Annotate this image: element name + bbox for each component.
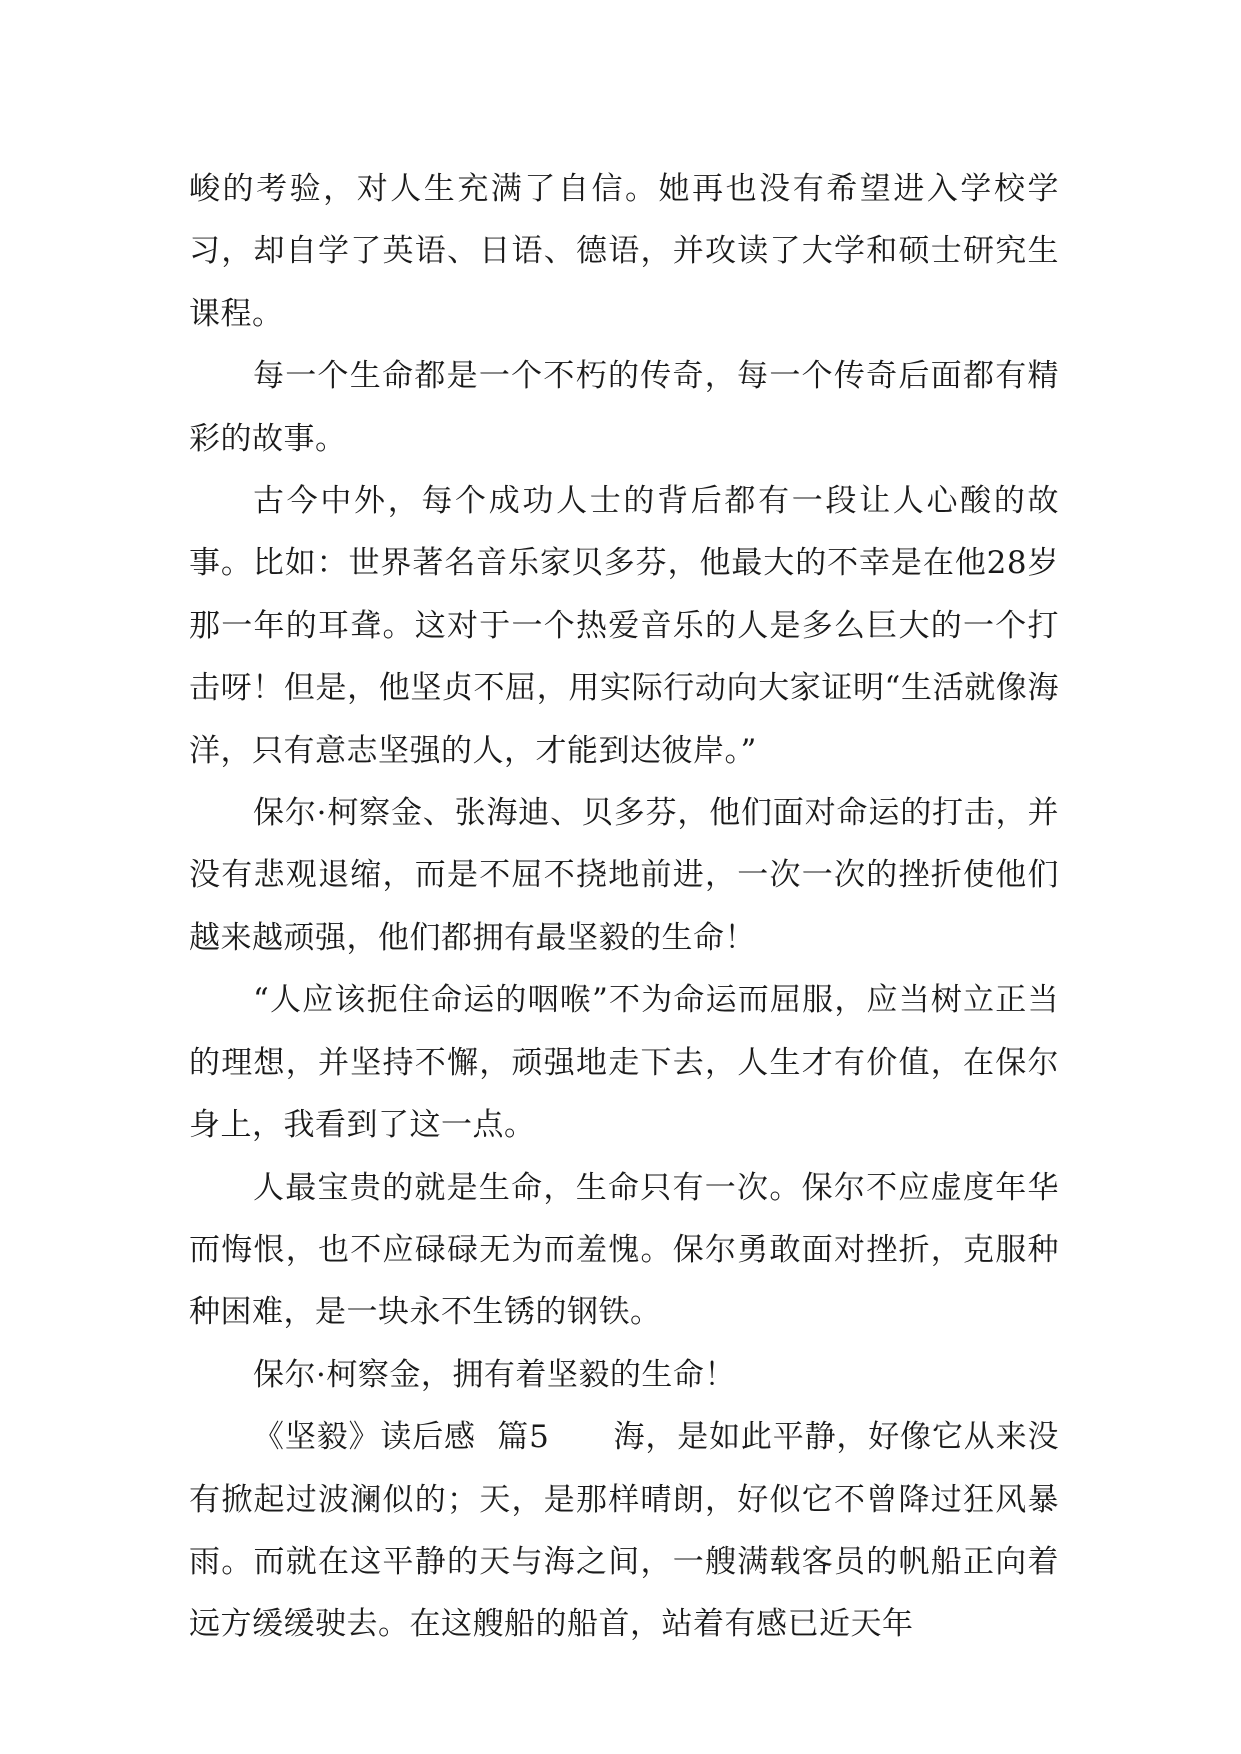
paragraph: 古今中外，每个成功人士的背后都有一段让人心酸的故事。比如：世界著名音乐家贝多芬，他最大的不幸是在他28岁那一年的耳聋。这对于一个热爱音乐的人是多么巨大的一个打击呀！但是，他坚贞不屈，用实际行动向大家证明“生活就像海洋，只有意志坚强的人，才能到达彼岸。” [189,483,1059,769]
paragraph: 保尔·柯察金，拥有着坚毅的生命！ [253,1356,736,1393]
paragraph: “人应该扼住命运的咽喉”不为命运而屈服，应当树立正当的理想，并坚持不懈，顽强地走下去，人生才有价值，在保尔身上，我看到了这一点。 [189,982,1059,1144]
paragraph: 人最宝贵的就是生命，生命只有一次。保尔不应虚度年华而悔恨，也不应碌碌无为而羞愧。保尔勇敢面对挫折，克服种种困难，是一块永不生锈的钢铁。 [189,1169,1059,1331]
paragraph: 每一个生命都是一个不朽的传奇，每一个传奇后面都有精彩的故事。 [189,358,1059,457]
paragraph: 《坚毅》读后感 篇5 海，是如此平静，好像它从来没有掀起过波澜似的；天，是那样晴朗，好似它不曾降过狂风暴雨。而就在这平静的天与海之间，一艘满载客员的帆船正向着远方缓缓驶去。在这艘船的船首，站着有感已近天年 [189,1419,1059,1643]
document-body [189,158,1059,1656]
paragraph: 峻的考验，对人生充满了自信。她再也没有希望进入学校学习，却自学了英语、日语、德语，并攻读了大学和硕士研究生课程。 [189,171,1059,332]
paragraph: 保尔·柯察金、张海迪、贝多芬，他们面对命运的打击，并没有悲观退缩，而是不屈不挠地前进，一次一次的挫折使他们越来越顽强，他们都拥有最坚毅的生命！ [189,795,1059,956]
